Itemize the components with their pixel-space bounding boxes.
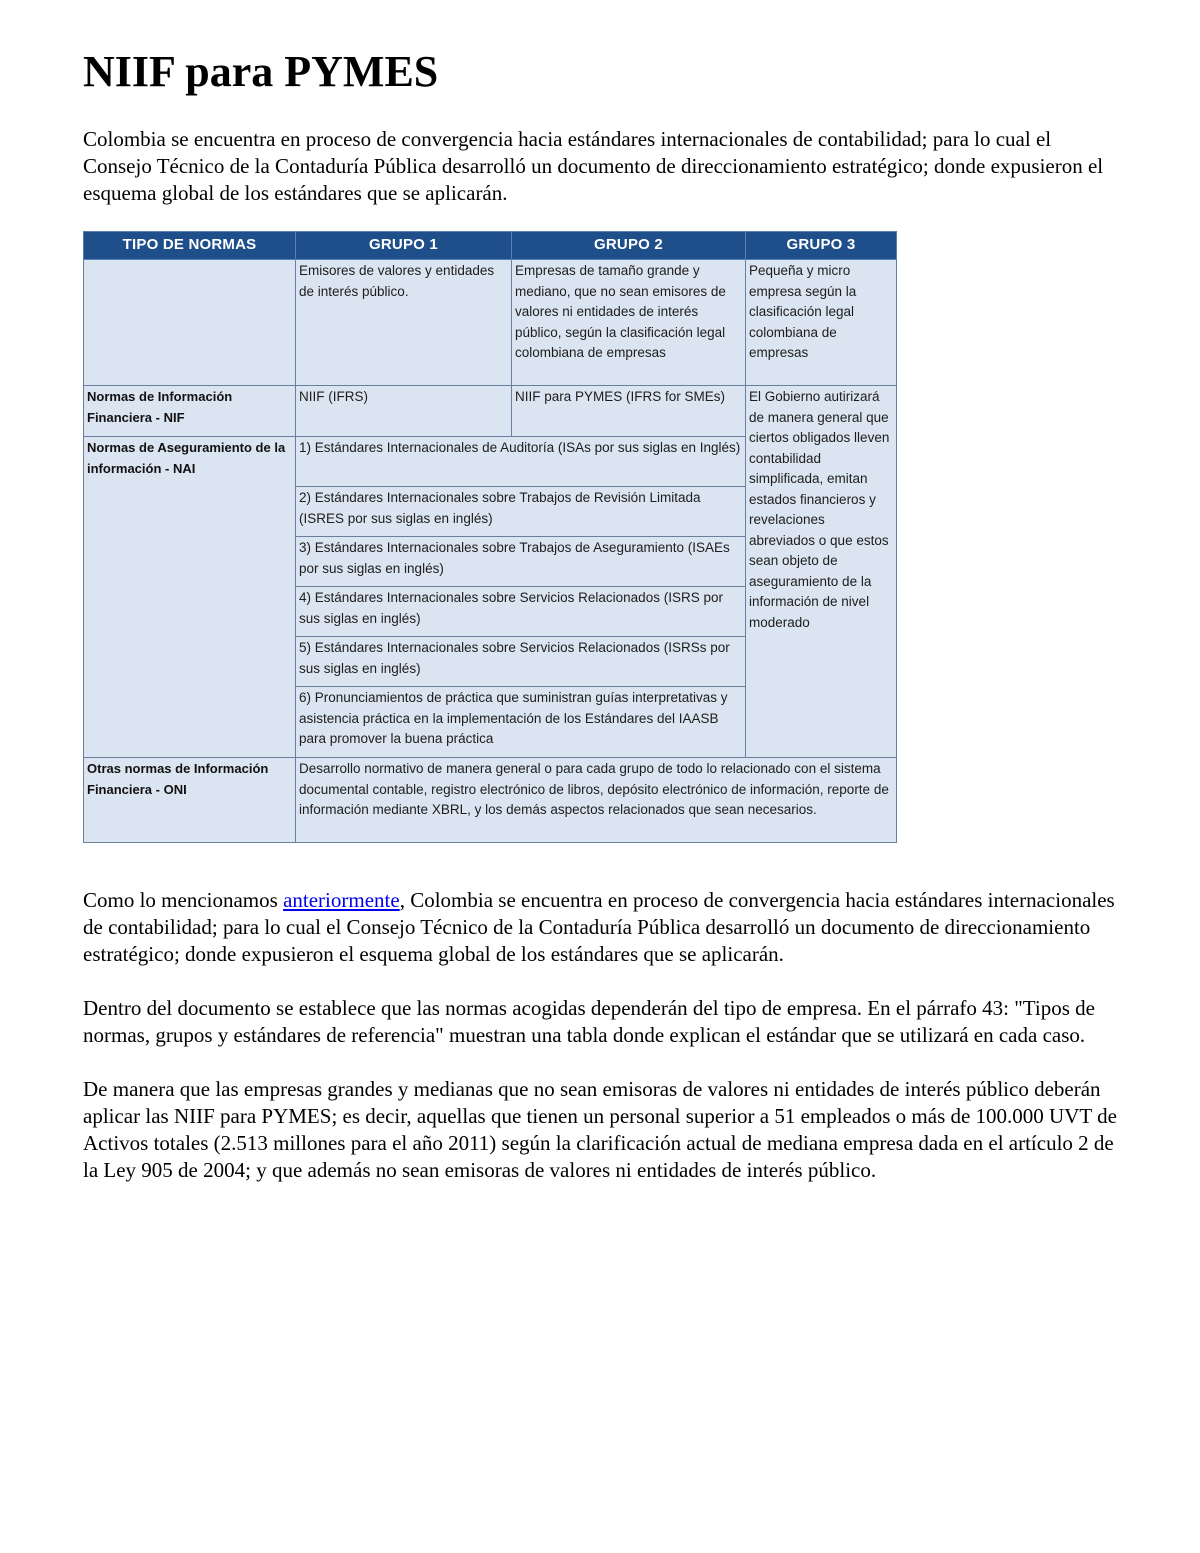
nai-item-4: 4) Estándares Internacionales sobre Servicios Relacionados (ISRS por sus siglas en inglés) <box>296 587 746 637</box>
table-row-descriptions <box>84 260 897 386</box>
oni-text: Desarrollo normativo de manera general o para cada grupo de todo lo relacionado con el sistema documental contable, registro electrónico de libros, depósito electrónico de información, reporte de información mediante XBRL, y los demás aspectos relacionados que sean necesarios. <box>296 758 897 843</box>
table-row-oni <box>84 758 897 843</box>
nif-group3: El Gobierno autirizará de manera general que ciertos obligados lleven contabilidad simplificada, emitan estados financieros y revelaciones abreviados o que estos sean objeto de aseguramiento de la información de nivel moderado <box>746 386 897 758</box>
nai-item-6: 6) Pronunciamientos de práctica que suministran guías interpretativas y asistencia práctica en la implementación de los Estándares del IAASB para promover la buena práctica <box>296 687 746 758</box>
header-grupo-2: GRUPO 2 <box>512 232 746 260</box>
paragraph-1-end: , Colombia se encuentra en proceso de convergencia hacia estándares internacionales de contabilidad; para lo cual el Consejo Técnico de la Contaduría Pública desarrolló un documento de direccionamiento estratégico; donde expusieron el esquema global de los estándares que se aplicarán. <box>83 888 1115 966</box>
nai-item-3: 3) Estándares Internacionales sobre Trabajos de Aseguramiento (ISAEs por sus siglas en inglés) <box>296 537 746 587</box>
nai-label: Normas de Aseguramiento de la información - NAI <box>84 437 296 758</box>
header-grupo-1: GRUPO 1 <box>296 232 512 260</box>
group2-description: Empresas de tamaño grande y mediano, que no sean emisores de valores ni entidades de interés público, según la clasificación legal colombiana de empresas <box>512 260 746 386</box>
paragraph-1-start: Como lo mencionamos <box>83 888 284 912</box>
paragraph-1 <box>83 887 1123 968</box>
paragraph-2: Dentro del documento se establece que las normas acogidas dependerán del tipo de empresa. En el párrafo 43: "Tipos de normas, grupos y estándares de referencia" muestran una tabla donde explican el estándar que se utilizará en cada caso. <box>83 996 1095 1047</box>
nai-item-2: 2) Estándares Internacionales sobre Trabajos de Revisión Limitada (ISRES por sus siglas en inglés) <box>296 487 746 537</box>
header-grupo-3: GRUPO 3 <box>746 232 897 260</box>
nif-label: Normas de Información Financiera - NIF <box>84 386 296 437</box>
nai-item-1: 1) Estándares Internacionales de Auditoría (ISAs por sus siglas en Inglés) <box>296 437 746 487</box>
group3-description: Pequeña y micro empresa según la clasificación legal colombiana de empresas <box>746 260 897 386</box>
paragraph-3: De manera que las empresas grandes y medianas que no sean emisoras de valores ni entidades de interés público deberán aplicar las NIIF para PYMES; es decir, aquellas que tienen un personal superior a 51 empleados o más de 100.000 UVT de Activos totales (2.513 millones para el año 2011) según la clarificación actual de mediana empresa dada en el artículo 2 de la Ley 905 de 2004; y que además no sean emisoras de valores ni entidades de interés público. <box>83 1077 1117 1182</box>
table-row-nif <box>84 386 897 437</box>
group1-description: Emisores de valores y entidades de interés público. <box>296 260 512 386</box>
norms-table-image <box>83 231 896 857</box>
table-header-row <box>84 232 897 260</box>
norms-table <box>83 231 897 843</box>
anteriormente-link[interactable]: anteriormente <box>283 888 400 912</box>
nif-group1: NIIF (IFRS) <box>296 386 512 437</box>
document-continuation <box>83 887 1123 1184</box>
intro-paragraph: Colombia se encuentra en proceso de convergencia hacia estándares internacionales de contabilidad; para lo cual el Consejo Técnico de la Contaduría Pública desarrolló un documento de direccionamiento estratégico; donde expusieron el esquema global de los estándares que se aplicarán. <box>83 127 1104 205</box>
nai-item-5: 5) Estándares Internacionales sobre Servicios Relacionados (ISRSs por sus siglas en inglés) <box>296 637 746 687</box>
page-title: NIIF para PYMES <box>83 47 439 96</box>
oni-label: Otras normas de Información Financiera - ONI <box>84 758 296 843</box>
empty-cell <box>84 260 296 386</box>
document-body <box>83 40 1123 207</box>
header-tipo-normas: TIPO DE NORMAS <box>84 232 296 260</box>
nif-group2: NIIF para PYMES (IFRS for SMEs) <box>512 386 746 437</box>
